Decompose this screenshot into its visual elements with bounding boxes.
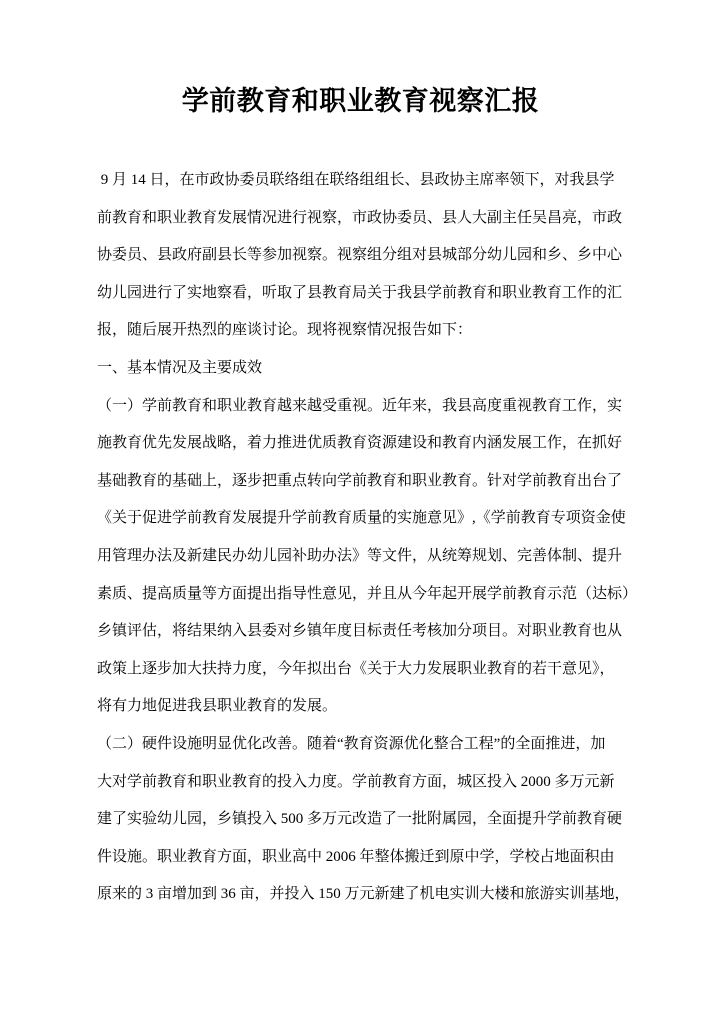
text-line: 基础教育的基础上，逐步把重点转向学前教育和职业教育。针对学前教育出台了	[97, 472, 623, 489]
text-line: 一、基本情况及主要成效	[97, 359, 263, 376]
text-line: （一）学前教育和职业教育越来越受重视。近年来，我县高度重视教育工作，实	[97, 397, 623, 414]
text-line: 协委员、县政府副县长等参加视察。视察组分组对县城部分幼儿园和乡、乡中心	[97, 247, 623, 264]
document-title: 学前教育和职业教育视察汇报	[181, 86, 540, 116]
paragraph	[97, 388, 657, 726]
text-line: （二）硬件设施明显优化改善。随着“教育资源优化整合工程”的全面推进，加	[97, 735, 606, 752]
text-line: 素质、提高质量等方面提出指导性意见，并且从今年起开展学前教育示范（达标）	[97, 585, 638, 602]
text-line: 施教育优先发展战略，着力推进优质教育资源建设和教育内涵发展工作，在抓好	[97, 435, 623, 452]
document-body	[97, 162, 657, 914]
text-line: 幼儿园进行了实地察看，听取了县教育局关于我县学前教育和职业教育工作的汇	[97, 284, 623, 301]
text-line: 《关于促进学前教育发展提升学前教育质量的实施意见》,《学前教育专项资金使	[97, 510, 626, 527]
text-line: 政策上逐步加大扶持力度，今年拟出台《关于大力发展职业教育的若干意见》，	[97, 660, 615, 677]
paragraph	[97, 162, 657, 350]
text-line: 乡镇评估，将结果纳入县委对乡镇年度目标责任考核加分项目。对职业教育也从	[97, 623, 623, 640]
paragraph	[97, 726, 657, 914]
text-line: 建了实验幼儿园，乡镇投入 500 多万元改造了一批附属园，全面提升学前教育硬	[97, 811, 623, 828]
text-line: 前教育和职业教育发展情况进行视察，市政协委员、县人大副主任吴昌亮，市政	[97, 209, 623, 226]
text-line: 大对学前教育和职业教育的投入力度。学前教育方面，城区投入 2000 多万元新	[97, 773, 615, 790]
section-heading	[97, 350, 657, 388]
text-line: 原来的 3 亩增加到 36 亩，并投入 150 万元新建了机电实训大楼和旅游实训基地，	[97, 886, 630, 903]
text-line: 9 月 14 日，在市政协委员联络组在联络组组长、县政协主席率领下，对我县学	[97, 172, 615, 188]
text-line: 报，随后展开热烈的座谈讨论。现将视察情况报告如下：	[97, 322, 473, 339]
text-line: 将有力地促进我县职业教育的发展。	[97, 698, 338, 715]
text-line: 件设施。职业教育方面，职业高中 2006 年整体搬迁到原中学，学校占地面积由	[97, 848, 615, 865]
text-line: 用管理办法及新建民办幼儿园补助办法》等文件，从统筹规划、完善体制、提升	[97, 547, 623, 564]
